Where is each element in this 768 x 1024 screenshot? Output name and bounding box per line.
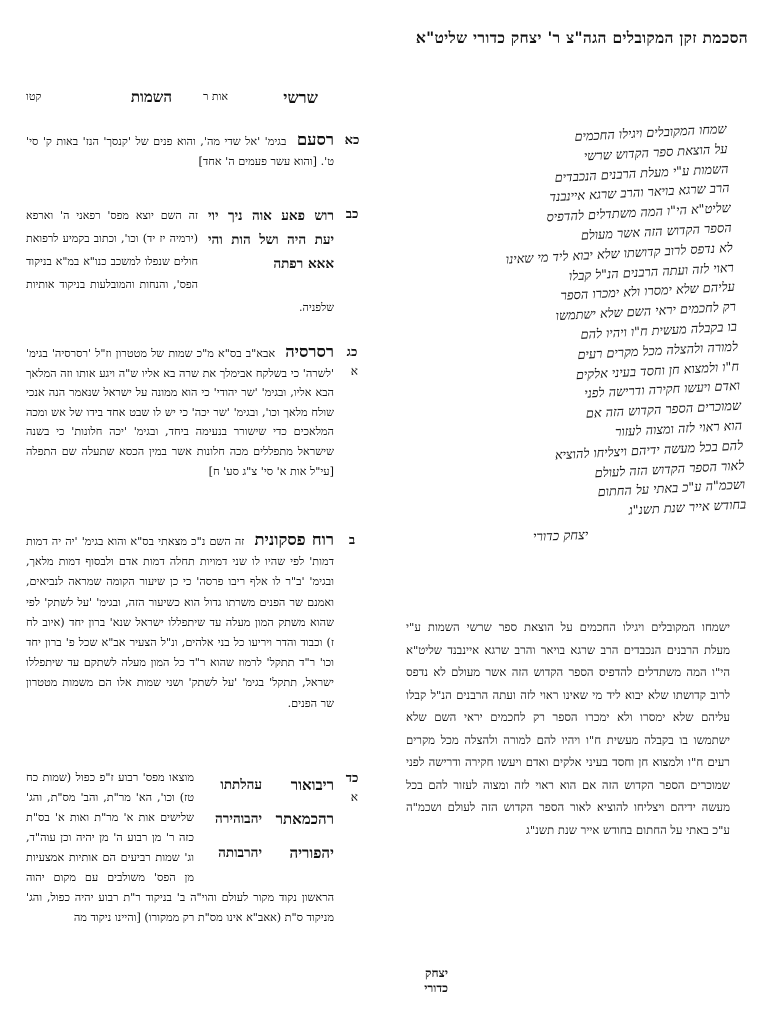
entry (26, 130, 362, 171)
handwritten-line: שליט"א הי"ו המה משתדלים להדפיס (546, 201, 732, 226)
handwritten-line: ח"ו ולמצוא חן וחסד בעיני אלקים (575, 359, 740, 383)
entry-term: רסעם (296, 130, 334, 149)
entry-number: כא (344, 133, 360, 148)
header-title-left: השמות (130, 88, 172, 106)
handwritten-line: רק לחכמים יראי השם שלא ישתמשו (555, 299, 737, 325)
approval-letter (400, 28, 748, 1008)
header-letter: אות ר (202, 90, 228, 103)
handwritten-line: ושכמ"ה ע"כ באתי על החתום (597, 477, 746, 501)
approval-heading: הסכמת זקן המקובלים הגה"צ ר' יצחק כדורי שליט"א (415, 28, 748, 47)
handwritten-line: על הוצאת ספר הקדוש שרשי (583, 141, 728, 165)
typed-approval-text: ישמחו המקובלים ויגילו החכמים על הוצאת ספר שרשי השמות ע"י מעלת הרבנים הנכבדים הרב שרגא בויאר והרב שרגא איינבנד שליט"א הי"ו המה משתדלים להדפיס הספר הקדוש הזה אשר מעולם לא נדפס לרוב קדושתו שלא יבוא ליד מי שאינו ראוי לזה ועתה הרבנים הנ"ל קבלו עליהם שלא ימסרו ולא ימכרו הספר רק לחכמים יראי השם שלא ישתמשו בו בקבלה מעשית ח"ו ויהיו להם למורה ולהצלה מכל מקרים רעים ח"ו ולמצוא חן וחסד בעיני אלקים ואדם ויעשו חקירה ודרישה לפני שמוכרים הספר הקדוש הזה אם הוא ראוי לזה ומצוה לעזור להם בכל מעשה ידיהם ויצליחו להוציא לאור הספר הקדוש הזה לעולם ושכמ"ה ע"כ באתי על החתום בחודש אייר שנת תשנ"ג (406, 620, 730, 837)
entry (26, 204, 362, 319)
handwritten-line: שמוכרים הספר הקדוש הזה אם (585, 398, 742, 422)
entry (26, 768, 362, 928)
entry-term: רסרסיה (285, 342, 334, 361)
entry-term: עהלתתו (220, 777, 262, 793)
entry-terms-secondary (198, 768, 262, 870)
entry-term: רוח פסקונית (254, 530, 334, 549)
handwritten-approval (436, 120, 746, 531)
handwritten-line: הספר הקדוש הזה אשר מעולם (580, 220, 733, 244)
handwritten-line: ואדם ויעשו חקירה ודרישה לפני (583, 379, 741, 403)
handwritten-signature: יצחק כדורי (532, 528, 589, 545)
entry-number: ב (348, 533, 356, 548)
typed-signature: יצחק כדורי (424, 966, 448, 995)
entry-term: רוש פאע אוה ניך יוי יעת היה ושל הות והי אאא רפתה (208, 208, 334, 272)
handwritten-line: עליהם שלא ימסרו ולא ימכרו הספר (560, 280, 736, 305)
handwritten-line: לאור הספר הקדוש הזה לעולם (594, 458, 745, 481)
entry-text: זה השם יוצא מפס' רפאני ה' וארפא (ירמיה יז יד) וכו', וכתוב בקמיע לרפואת חולים שנפלו למשכב כנו"א במ"א בניקוד הפס', והנחות והמובלעות בניקוד אותיות שלפניה. (26, 209, 334, 314)
handwritten-line: הרב שרגא בויאר והרב שרגא איינבנד (549, 181, 730, 206)
entry-subnumber: א (350, 364, 358, 378)
entry-number: כד (345, 771, 359, 786)
entry-term: ריבואור (290, 776, 334, 794)
entry-text: זה השם נ"כ מצאתי בס"א והוא בגימ' 'יה יה דמות דמות' לפי שהיו לו שני דמויות תחלה דמות אדם ולבסוף דמות מלאך, ובגימ' 'ב"ר לו אלף ריבו פרסה' כי כן שיעור הקומה שמראה לנביאים, ואמנם שר הפנים משרתו גדול הוא כשיעור הזה, ובגימ' 'על לשתק' לפי שהוא משתק המון מעלה עד שיתפללו ישראל שנא' ברון יחד (איוב לח ז) וכבוד והדר ויריעו כל בני אלהים, ונ"ל הצעיר אב"א שכל פ' ברון יחד וכו' ר"ד תתקל' לרמוז שהוא ר"ד כל המון מעלה לשתקם עד שיתפללו ישראל, תתקל' בגימ' 'על לשתק' ושני שמות אלו הם משמות מטטרון שר הפנים. (26, 535, 334, 710)
entry-term: יהפוריה (289, 844, 334, 862)
handwritten-line: הוא ראוי לזה ומצוה לעזור (614, 418, 743, 441)
header-title-right: שרשי (283, 88, 318, 107)
handwritten-line: שמחו המקובלים ויגילו החכמים (574, 121, 727, 145)
handwritten-line: בו בקבלה מעשית ח"ו ויהיו להם (580, 319, 738, 343)
entry-text: מוצאו מפס' רבוע ז"פ כפול (שמות כח טז) וכו', הא' מר"ת, והב' מס"ת, והג' שלישים אות א' מר"ת ואות א' בס"ת כזה ר' מן רבוע ה' מן יהיה וכן עוה"ד, וג' שמות רביעים הם אותיות אמצעיות מן הפס' משולבים עם מקום יהוה הראשון נקוד מקור לעולם והוי"ה ב' בניקוד ר"ת רבוע יהיה כפול, והג' מניקוד ס"ת (אאב"א אינו מס"ת רק ממקורו) [והיינו ניקוד מה (26, 771, 334, 924)
handwritten-line: למורה ולהצלה מכל מקרים רעים (577, 339, 739, 363)
entry-number: כב (345, 207, 359, 222)
entry-text: אבא"ב בס"א מ"כ שמות של מטטרון וז"ל 'רסרסיה' בגימ' 'לשרה' כי בשלקח אבימלך את שרה בא אליו ש"ה ויגע אותו וזה המלאך הבא אליו, ובגימ' 'שר יהודי' כי הוא ממונה על ישראל שנאמר הנה אנכי שולח מלאך וכו', ובגימ' 'שר יכה' כי יש לו שבט אחד בידו של אש ומכה המלאכים כדי שישורר בנעימה ביחד, ובגימ' 'יכה חלונות' כי בשנה שישראל מתפללים מכה חלונות אשר במין הכסא שתעלה שם התפלה [עי"ל אות א' סי' צ"ג סע' ח] (26, 347, 334, 478)
page-number: קטו (26, 90, 42, 103)
book-page (26, 88, 362, 1018)
handwritten-line: להם בכל מעשה ידיהם ויצליחו להוציא (554, 438, 744, 464)
entry-subnumber: א (350, 790, 358, 804)
handwritten-line: לא נדפס לרוב קדושתו שלא יבוא ליד מי שאינו (505, 240, 734, 268)
handwritten-line: השמות ע"י מעלת הרבנים הנכבדים (554, 161, 729, 186)
entry-term: יהבוהירה (215, 811, 262, 827)
entry-text: בגימ' 'אל שדי מה', והוא פנים של 'קנסך' הנז' באות ק' סי' ט'. [והוא עשר פעמים ה' אחד] (26, 135, 334, 168)
entry-term: יהרבותה (218, 845, 262, 861)
entry-term: רהכמאתר (275, 810, 334, 828)
entry-terms (266, 768, 334, 870)
handwritten-line: בחודש אייר שנת תשנ"ג (628, 497, 747, 519)
entry (26, 530, 362, 714)
entry (26, 342, 362, 481)
page-header (26, 88, 362, 112)
entry-number: כג (346, 345, 358, 360)
handwritten-line: ראוי לזה ועתה הרבנים הנ"ל קבלו (568, 260, 735, 285)
